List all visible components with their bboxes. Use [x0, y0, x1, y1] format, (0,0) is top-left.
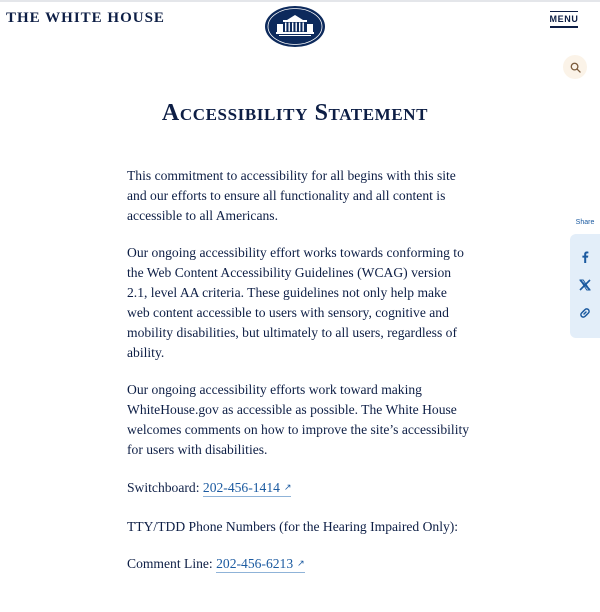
- white-house-icon: [265, 6, 325, 47]
- switchboard-phone-link[interactable]: [203, 480, 292, 497]
- menu-label: MENU: [549, 14, 579, 24]
- menu-button[interactable]: [549, 8, 579, 30]
- site-title-link[interactable]: THE WHITE HOUSE: [6, 10, 165, 26]
- white-house-seal-logo[interactable]: [265, 6, 325, 47]
- share-panel: [570, 219, 600, 339]
- external-arrow-icon: ↗: [297, 559, 305, 569]
- menu-top-bar: [550, 11, 578, 13]
- top-divider: [0, 0, 600, 2]
- share-x-button[interactable]: [577, 277, 593, 293]
- share-facebook-button[interactable]: [577, 249, 593, 265]
- tty-line: TTY/TDD Phone Numbers (for the Hearing Impaired Only):: [127, 519, 459, 534]
- comment-line-label: Comment Line:: [127, 556, 213, 571]
- share-label: Share: [575, 219, 595, 226]
- share-rail: [570, 234, 600, 338]
- statement-content: [127, 166, 472, 593]
- share-copy-link-button[interactable]: [577, 305, 593, 321]
- comment-line-number: 202-456-6213: [216, 556, 294, 571]
- switchboard-line: [127, 478, 472, 500]
- menu-bottom-bar: [550, 26, 578, 28]
- x-icon: [578, 278, 592, 292]
- paragraph-comments: Our ongoing accessibility efforts work toward making WhiteHouse.gov as accessible as possible. The White House welcomes comments on how to improve the site’s accessibility for users with disabilities.: [127, 382, 470, 457]
- comment-line: [127, 554, 472, 576]
- search-icon: [570, 62, 581, 73]
- paragraph-commitment: This commitment to accessibility for all begins with this site and our efforts to ensure all functionality and all content is accessible to all Americans.: [127, 168, 456, 223]
- external-arrow-icon: ↗: [283, 483, 292, 493]
- link-icon: [578, 306, 592, 320]
- facebook-icon: [578, 250, 592, 264]
- page-title: Accessibility Statement: [161, 100, 429, 126]
- paragraph-wcag: Our ongoing accessibility effort works towards conforming to the Web Content Accessibility Guidelines (WCAG) version 2.1, level AA criteria. These guidelines not only help make web content accessible to users with sensory, cognitive and mobility disabilities, but ultimately to all users, regardless of ability.: [127, 245, 464, 360]
- search-button[interactable]: [563, 55, 587, 79]
- switchboard-label: Switchboard:: [127, 480, 200, 495]
- switchboard-number: 202-456-1414: [202, 480, 280, 495]
- comment-line-phone-link[interactable]: [216, 556, 305, 573]
